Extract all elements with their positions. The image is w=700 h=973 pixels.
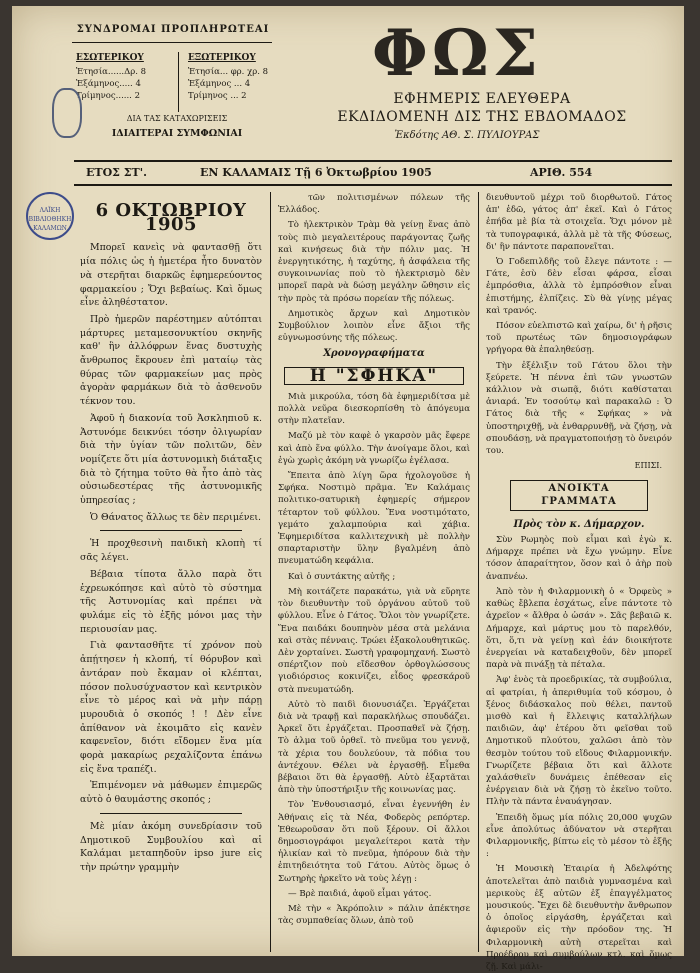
library-stamp — [26, 192, 74, 240]
newspaper-subtitle — [322, 90, 642, 126]
exterior-row: Ἑξάμηνος ... 4 — [188, 79, 251, 89]
paragraph: Ἀφ' ἑνὸς τὰ προεδρικίας, τὰ συμβούλια, αἱ φατρίαι, ἡ ἀπεριθυμία τοῦ κόσμου, ὁ ξένος διδάσκαλος ποὺ θέλει, παντοῦ μισθὸ καὶ ἡ ἔλλειψις καταλλήλων παιδιῶν, ἀφ' ἑτέρου ὅτι φεῖσθαι τοῦ Δημοτικοῦ πλούτου, χαλῶσι ἀπὸ τὸν θεσμὸν τούτου τοῦ εἴδους Φιλαρμονικήν. Γνωρίζετε βέβαια ὅτι καὶ ἄλλοτε χαλάσθιεῖν δυνάμεις ἐπέθεσαν εἰς ἐνέργειαν διὰ νὰ ζήσῃ τὸ ἐκεῖνο τοῦτο. Πλὴν τὰ πάντα ἐναυάγησαν. — [486, 675, 672, 808]
paragraph: Μὴ κοιτάζετε παρακάτω, γιὰ νὰ εὕρητε τὸν διευθυντὴν τοῦ ὀργάνου αὐτοῦ τοῦ φύλλου. Εἶνε ὁ Γάτος. Ὅλοι τὸν γνωρίζετε. Ἕνα παιδάκι δουπηνὸν μέσα στὰ μελάνια καὶ στὰς πένναις. Τρώει ἐξακολουθητικῶς. Δὲν χορταίνει. Σωστὴ γραφομηχανή. Σωστὸ σπέρτζιον ποὺ εἴδεσθον ὀρθογλώσσους γιοδιόρσιος κοκινίζει, εἶδος φρεσκάροῦ στὰ πνευματώδη. — [278, 586, 470, 695]
dateline — [80, 164, 660, 184]
newspaper-page — [12, 6, 684, 972]
paragraph: Δημοτικὸς ἄρχων καὶ Δημοτικὸν Συμβούλιον λοιπὸν εἶνε ἄξιοι τῆς εὐγνωμοσύνης τῆς πόλεως. — [278, 308, 470, 344]
paragraph: Αὐτὸ τὸ παιδὶ διονυσιάζει. Ἐργάζεται διὰ νὰ τραφῇ καὶ παρακλήλως σπουδάζει. Ἀρκεῖ ὅτι ἐργάζεται. Προσπαθεῖ νὰ ζήσῃ. Τὸ ἀλμα τοῦ ὀρθεῖ. τὸ πνεῦμα του γεννᾷ, τὰ χέρια του δουλεύουν, τὰ πόδια του ἀντέχουν. Θέλει νὰ ἐργασθῇ. Εἶμεθα βέβαιοι ὅτι θὰ ἐργασθῇ. Αὐτὸ ἐξαρτᾶται ἀπὸ τὴν ὑποστήριξιν τῆς κοινωνίας μας. — [278, 699, 470, 796]
paragraph: Ἡ Μουσικὴ Ἑταιρία ἡ Ἀδελφότης ἀποτελεῖται ἀπὸ παιδιὰ γυμνασμένα καὶ μερικοὺς ἐξ αὐτῶν ἐξ ἐπαγγέλματος μουσικούς. Ἔχει δὲ διευθυντὴν ἄνθρωπον ὁ ὁποῖος εἰργάσθη, ἐργάζεται καὶ ἀφιεροῦν εἰς τὴν πρόοδον της. Ἡ Φιλαρμονικὴ αὐτὴ στερεῖται καὶ Προέδρου καὶ συμβούλων κτλ. καὶ ὅμως ζῇ. Καὶ μάλι- — [486, 864, 672, 972]
paragraph: Μὲ τὴν « Ἀκρόπολιν » πάλιν ἀπέκτησε τὰς συμπαθείας ὅλων, ἀπὸ τοῦ — [278, 903, 470, 927]
stamp-text: ΛΑΪΚΗ ΒΙΒΛΙΟΘΗΚΗ ΚΑΛΑΜΩΝ — [28, 207, 72, 232]
column-3 — [486, 192, 672, 972]
paragraph: Ὁ Θάνατος ἄλλως τε δὲν περιμένει. — [90, 511, 261, 523]
paragraph: Ἔπειτα ἀπὸ λίγη ὥρα ἠχολογοῦσε ἡ Σφήκα. Νοστιμὸ πρᾶμα. Ἐν Καλάμαις πολιτικο-σατυρικὴ ἐφημερίς σήμερον τέταρτον τοῦ φύλλου. Ἕνα νοστιμότατο, γεμάτο χαλαμπούρια καὶ χάβια. Ἐφημεριδίτσα καλλιτεχνικὴ μὲ πολλὴν σπαρταριστὴν ὕλην βγαλμένη ἀπὸ πνευματώδη κεφάλια. — [278, 471, 470, 567]
subscription-notice: ΣΥΝΔΡΟΜΑΙ ΠΡΟΠΛΗΡΩΤΕΑΙ — [76, 24, 270, 35]
paragraph: Τὴν ἐξέλιξιν τοῦ Γάτου ὅλοι τὴν ξεύρετε. Ἡ πέννα ἐπὶ τῶν γνωστῶν κάλλιον νὰ σιωπᾷ, διότι καθίσταται ἀνιαρά. Ἐν τοσούτῳ καὶ παρακαλῶ : Ὁ Γάτος διὰ τῆς « Σφήκας » νὰ ὑποστηριχθῇ, νὰ ἐνθαρρυνθῇ, νὰ ζήσῃ, νὰ σπουδάσῃ, νὰ πραγματοποιήσῃ τὸ ὄνειρόν του. — [486, 360, 672, 457]
place-date: ΕΝ ΚΑΛΑΜΑΙΣ Τῇ 6 Ὀκτωβρίου 1905 — [200, 166, 432, 179]
paragraph: Μιὰ μικρούλα, τόση δὰ ἐφημεριδίτσα μὲ πολλὰ νεῦρα διεσκορπίσθη τὸ ἀπόγευμα στὴν πλατεῖαν. — [278, 391, 470, 427]
library-stamp-small — [52, 88, 82, 138]
article-title-box: Η "ΣΦΗΚΑ" — [284, 367, 464, 385]
paragraph: τῶν πολιτισμένων πόλεων τῆς Ἑλλάδος. — [278, 193, 470, 216]
paragraph: Ἡ προχθεσινὴ παιδικὴ κλοπὴ τί σᾶς λέγει. — [80, 538, 262, 564]
date-heading: 6 ΟΚΤΩΒΡΙΟΥ 1905 — [95, 200, 247, 235]
paragraph: — Βρὲ παιδιά, ἀφοῦ εἶμαι γάτος. — [288, 888, 432, 899]
ads-line-2: ΙΔΙΑΙΤΕΡΑΙ ΣΥΜΦΩΝΙΑΙ — [111, 128, 243, 139]
interior-rates — [76, 52, 146, 102]
issue-number: ΑΡΙΘ. 554 — [530, 166, 593, 179]
paragraph: Τὸν Ἐνθουσιασμό, εἶναι ἐγεννήθη ἐν Ἀθήναις εἰς τὰ Νέα, Φοδερὸς ρεπόρτερ. Ἐθεωροῦσαν ὅτι ποῦ ξέρουν. Οἱ ἄλλοι δημοσιογράφοι μεγαλείτεροι κατὰ τὴν ἡλικίαν καὶ τὸ πνεῦμα, ἠπόρουν διὰ τὴν ἐπιτηδειότητα τοῦ Γάτου. Αὐτὸς ὅμως ὁ Σωτηρὴς ἠρκεῖτο νὰ τοὺς λέγῃ : — [278, 800, 470, 884]
paragraph: Ἐπιμένομεν νὰ μάθωμεν ἐπιμερῶς αὐτὸ ὁ θαυμάστης σκοπός ; — [80, 780, 262, 806]
signature: ΕΠΙΣΙ. — [634, 461, 662, 471]
paragraph: Βέβαια τίποτα ἄλλο παρὰ ὅτι ἐχρεωκόπησε καὶ αὐτὸ τὸ σύστημα τῆς Ἀστυνομίας καὶ πρέπει νὰ φυλάμε εἰς τὸ ἑξῆς μόνοι μας τὴν περιουσίαν μας. — [80, 568, 262, 635]
paragraph: Ἀφοῦ ἡ διακονία τοῦ Ἀσκληπιοῦ κ. Ἀστυνόμε δεικνύει τόσην ὀλιγωρίαν διὰ τὴν ὑγίαν τῶν πολιτῶν, δὲν νομίζετε ὅτι μία ἀστυνομικὴ διάταξις διὰ τὸ ζήτημα τοῦτο θὰ ἦτο ἀπὸ τὰς οὐσιωδεστέρας τῆς ἀστυνομικῆς ὑπηρεσίας ; — [80, 412, 262, 507]
section-title-box: ΑΝΟΙΚΤΑ ΓΡΑΜΜΑΤΑ — [510, 480, 648, 510]
paragraph: Καὶ ὁ συντάκτης αὐτῆς ; — [288, 571, 396, 582]
divider — [100, 530, 242, 531]
column-1 — [80, 192, 262, 952]
interior-row: Τρίμηνος...... 2 — [76, 91, 140, 101]
paragraph: διευθυντοῦ μέχρι τοῦ διορθωτοῦ. Γάτος ἀπ' ἐδῶ, γάτος ἀπ' ἐκεῖ. Καὶ ὁ Γάτος ἐπήδα μὲ βία τὰ στοιχεῖα. Ὄχι μόνον μὲ τὰ τυπογραφικά, ἀλλὰ μὲ τὰ τῆς Φύσεως, δι' ἣν πάντοτε παραπονεῖται. — [486, 193, 672, 252]
column-2 — [278, 192, 470, 952]
paragraph: Μπορεῖ κανεὶς νὰ φαντασθῇ ὅτι μία πόλις ὡς ἡ ἡμετέρα ἦτο δυνατὸν νὰ στερῆται διαρκῶς ἐφημερεύοντος φαρμακείου ; Ὄχι βεβαίως. Καὶ ὅμως εἶνε ἀληθέστατον. — [80, 242, 262, 309]
paragraph: Μὲ μίαν ἀκόμη συνεδρίασιν τοῦ Δημοτικοῦ Συμβουλίου καὶ αἱ Καλάμαι μεταπηδοῦν ipso jure εἰς τὴν πρώτην γραμμὴν — [80, 820, 262, 873]
newspaper-title: ΦΩΣ — [372, 16, 542, 91]
interior-row: Ἐτησία......Δρ. 8 — [76, 67, 147, 77]
paragraph: Ἐπειδὴ ὅμως μία πόλις 20,000 ψυχῶν εἶνε ἀπολύτως ἀδύνατον νὰ στερῆται Φιλαρμονικῆς, βίπτω εἰς τὸ μέσον τὸ ἑξῆς : — [486, 812, 672, 860]
subtitle-line-1: ΕΦΗΜΕΡΙΣ ΕΛΕΥΘΕΡΑ — [393, 91, 571, 107]
interior-heading: ΕΣΩΤΕΡΙΚΟΥ — [76, 53, 144, 63]
exterior-row: Τρίμηνος ... 2 — [188, 91, 247, 101]
paragraph: Τὸ ἠλεκτρικὸν Τρὰμ θὰ γείνῃ ἕνας ἀπὸ τοὺς πιὸ μεγαλειτέρους παράγοντας ζωῆς καὶ κινήσεως διὰ τὴν πόλιν μας. Ἡ ἐνεργητικότης, ἡ ταχύτης, ἡ ἀσφάλεια τῆς συγκοινωνίας ποὺ τὸ ἠλεκτρισμὸ δὲν μπορεῖ παρὰ νὰ δώσῃ μεγάλην ὤθησιν εἰς τὴν πρὸς τὰ πρόσω πορείαν τῆς πόλεως. — [278, 220, 470, 304]
paragraph: Πρὸ ἡμερῶν παρέστημεν αὐτόπται μάρτυρες μεταμεσονυκτίου σκηνῆς καθ' ἣν ἀλλόφρων ἕνας δυστυχὴς ἄνθρωπος ἔκρουεν ἐπὶ ματαίῳ τὰς θύρας τῶν φαρμακείων μας πρὸς ἀγορὰν φαρμάκων διὰ τὸ ἀσθενοῦν τέκνον του. — [80, 313, 262, 408]
year-label: ΕΤΟΣ ΣΤ'. — [86, 166, 147, 179]
subscription-block — [70, 24, 276, 35]
letter-heading: Πρὸς τὸν κ. Δήμαρχον. — [513, 518, 645, 530]
paragraph: Ἀπὸ τὸν ἡ Φιλαρμονικὴ ὁ « Ὀρφεὺς » καθὼς ἔβλεπα ἐσχάτως, εἶνε πάντοτε τὸ ἀχρεῖον « ἄλθρα ὁ ὡσάν ». Σᾶς βεβαιῶ κ. Δήμαρχε, καὶ μάρτυς μου τὸ παρελθόν, ὅτι, ὅ,τι νὰ γείνῃ καὶ ἐάν διοικήτοτε ἐνεργείαι νὰ καταδειχθοῦν, δὲν μπορεῖ παρὰ νὰ πινάξῃ τὰ πέταλα. — [486, 586, 672, 671]
ads-line-1: ΔΙΑ ΤΑΣ ΚΑΤΑΧΩΡΙΣΕΙΣ — [126, 114, 228, 123]
exterior-heading: ΕΞΩΤΕΡΙΚΟΥ — [188, 53, 256, 63]
paragraph: Σὺν Ρωμηὸς ποὺ εἶμαι καὶ ἐγὼ κ. Δήμαρχε πρέπει νὰ ἔχω γνώμην. Εἶνε τόσον ἀπαραίτητον, ὅσον καὶ ὁ ἀὴρ ποὺ ἀναπνέω. — [486, 535, 672, 582]
paragraph: Πόσον εὐελπιστῶ καὶ χαίρω, δι' ἡ ρῆσις τοῦ πρωτέως τῶν δημοσιογράφων γρήγορα θὰ ἐπαληθεύσῃ. — [486, 321, 672, 356]
exterior-rates — [188, 52, 268, 102]
paragraph: Ὁ Γοδεπιλδῆς τοῦ ἔλεγε πάντοτε : — Γάτε, ἐσὺ δὲν εἶσαι φάρσα, εἶσαι ἐμπρόσθια, ἀλλὰ τὸ ἐμπρόσθιον εἶναι ἐπιστήμης, ἐλπίζεις. Σὺ θὰ γίνῃς μέγας καὶ τρανός. — [486, 257, 672, 316]
paragraph: Γιὰ φαντασθῆτε τί χρόνον ποὺ ἀπῄτησεν ἡ κλοπή, τί θόρυβον καὶ ἀντάραν ποὺ ἔκαμαν οἱ κλέπται, πόσον πολυσύχναστον καὶ κεντρικὸν εἶνε τὸ μέρος καὶ νὰ μὴν πάρῃ μυρουδιὰ ὁ σκοπός ! ! Δὲν εἶνε ἀπίθανον νὰ ἐκοιμᾶτο εἰς κανὲν καφενεῖον, διότι εἴδομεν ἕνα μία φορὰ μακαρίως ρεχαλίζοντα ἐπάνω εἰς ἕνα τραπέζι. — [80, 640, 262, 775]
interior-row: Ἑξάμηνος..... 4 — [76, 79, 141, 89]
subtitle-line-2: ΕΚΔΙΔΟΜΕΝΗ ΔΙΣ ΤΗΣ ΕΒΔΟΜΑΔΟΣ — [337, 109, 627, 125]
editor-line: Ἐκδότης ΑΘ. Σ. ΠΥΛΙΟΥΡΑΣ — [394, 130, 540, 141]
section-heading: Χρονογραφήματα — [323, 348, 425, 360]
paragraph: Μαζύ μὲ τὸν καφὲ ὁ γκαρσὸν μᾶς ἔφερε καὶ ἀπὸ ἕνα φύλλο. Τὴν ἀνοίγαμε ὅλοι, καὶ ἐγὼ χωρὶς ἀκόμη νὰ γνωρίζω ἐγέλασα. — [278, 431, 470, 466]
exterior-row: Ἐτησία... φρ. χρ. 8 — [188, 67, 269, 77]
divider — [100, 813, 242, 814]
